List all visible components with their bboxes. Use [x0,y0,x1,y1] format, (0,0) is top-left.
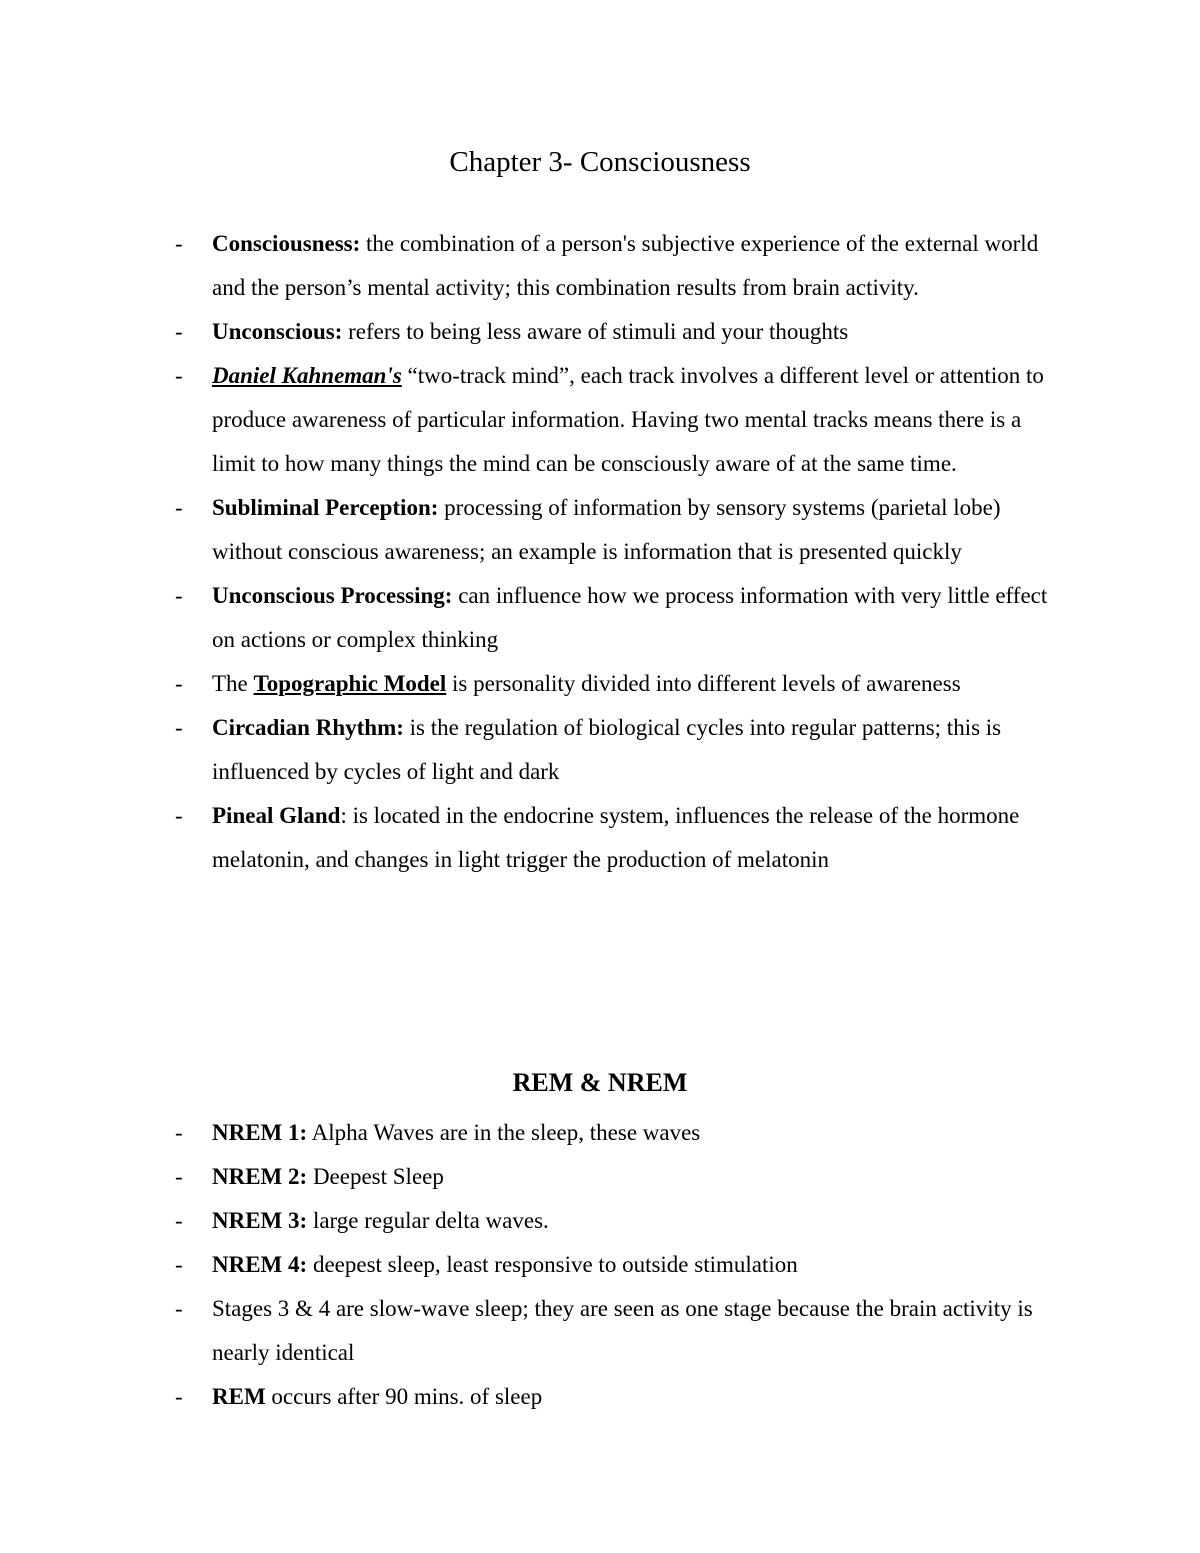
item-text: is personality divided into different levels of awareness [446,671,961,696]
list-item [175,1243,1052,1287]
item-term: Circadian Rhythm: [212,715,404,740]
bullet-dash: - [175,715,183,740]
bullet-dash: - [175,1252,183,1277]
item-text: occurs after 90 mins. of sleep [265,1384,543,1409]
list-item [175,1375,1052,1419]
item-text: is the regulation of biological cycles into regular patterns; this is influenced by cycles of light and dark [212,715,1002,784]
item-text: refers to being less aware of stimuli and your thoughts [342,319,849,344]
bullet-dash: - [175,1296,183,1321]
item-text: deepest sleep, least responsive to outside stimulation [307,1252,798,1277]
bullet-dash: - [175,1164,183,1189]
list-item [175,310,1052,354]
item-text: processing of information by sensory systems (parietal lobe) without conscious awareness; an example is information that is presented quickly [212,495,1001,564]
list-item [175,574,1052,662]
bullet-dash: - [175,495,183,520]
item-text: can influence how we process information with very little effect on actions or complex thinking [212,583,1048,652]
list-item [175,1111,1052,1155]
bullet-dash: - [175,671,183,696]
bullet-dash: - [175,803,183,828]
list-item [175,794,1052,882]
list-item [175,222,1052,310]
list-item [175,486,1052,574]
list-item [175,1287,1052,1375]
item-term: Unconscious Processing: [212,583,453,608]
item-term: NREM 4: [212,1252,308,1277]
list-item [175,354,1052,486]
item-text: Alpha Waves are in the sleep, these waves [307,1120,701,1145]
item-text: : is located in the endocrine system, influences the release of the hormone melatonin, and changes in light trigger the production of melatonin [212,803,1020,872]
item-text: the combination of a person's subjective experience of the external world and the person’s mental activity; this combination results from brain activity. [212,231,1039,300]
bullet-dash: - [175,583,183,608]
section-title: REM & NREM [512,1068,688,1097]
item-term: Subliminal Perception: [212,495,439,520]
bullet-dash: - [175,363,183,388]
item-text: Deepest Sleep [307,1164,444,1189]
item-text: “two-track mind”, each track involves a different level or attention to produce awareness of particular information. Having two mental tracks means there is a limit to how many things the mind can be consciously aware of at the same time. [212,363,1044,476]
list-item [175,706,1052,794]
item-term: Unconscious: [212,319,343,344]
item-text: Stages 3 & 4 are slow-wave sleep; they are seen as one stage because the brain activity is nearly identical [212,1296,1033,1365]
item-term: Pineal Gland [212,803,341,828]
item-term: Consciousness: [212,231,361,256]
item-term: NREM 1: [212,1120,308,1145]
bullet-dash: - [175,1208,183,1233]
list-item [175,662,1052,706]
item-term: NREM 2: [212,1164,308,1189]
item-text: large regular delta waves. [307,1208,549,1233]
page-title: Chapter 3- Consciousness [449,146,751,178]
bullet-dash: - [175,1120,183,1145]
list-item [175,1155,1052,1199]
item-term: REM [212,1384,266,1409]
list-item [175,1199,1052,1243]
bullet-dash: - [175,319,183,344]
item-term: Daniel Kahneman's [212,363,402,388]
item-term: Topographic Model [253,671,447,696]
bullet-dash: - [175,231,183,256]
definitions-list [175,222,1052,882]
bullet-dash: - [175,1384,183,1409]
item-term: NREM 3: [212,1208,308,1233]
item-prefix: The [212,671,254,696]
sleep-stages-list [175,1111,1052,1419]
